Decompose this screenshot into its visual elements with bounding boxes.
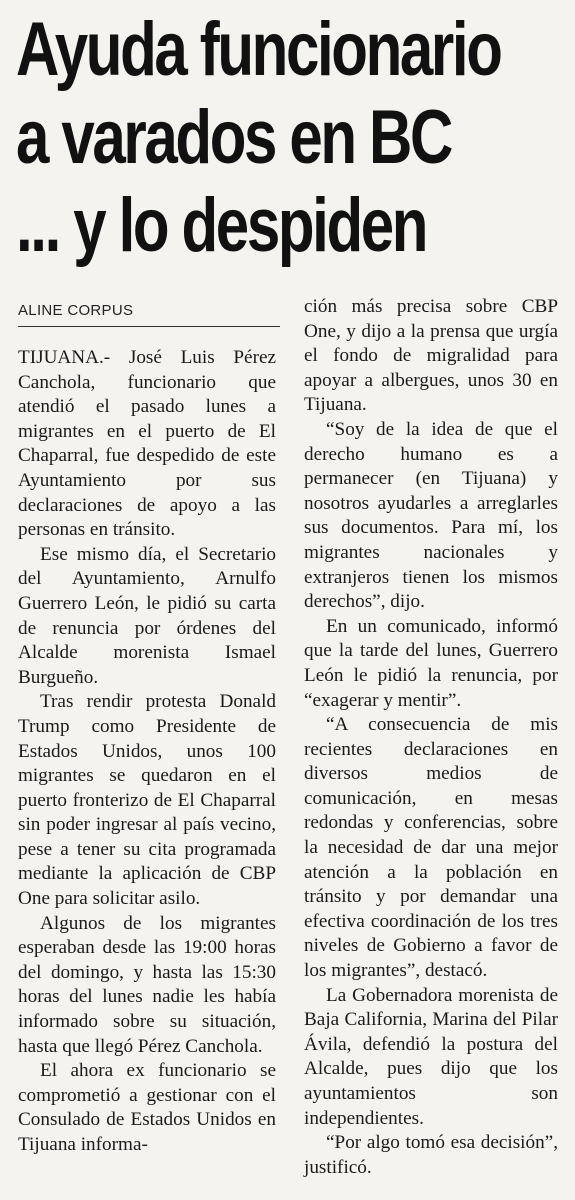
paragraph: “Por algo tomó esa decisión”, justificó. [304, 1132, 558, 1178]
paragraph: ción más precisa sobre CBP One, y dijo a la prensa que urgía el fondo de migralidad para apoyar a albergues, unos 30 en Tijuana. [304, 296, 558, 416]
byline: ALINE CORPUS [18, 302, 134, 319]
headline-line-2: a varados en BC [16, 95, 451, 180]
paragraph: “Soy de la idea de que el derecho humano es a permanecer (en Tijuana) y nosotros ayudarles a arreglarles sus documentos. Para mí, los migrantes nacionales y extranjeros tienen los mismos derechos”, dijo. [304, 418, 558, 613]
headline [16, 6, 566, 270]
paragraph: Algunos de los migrantes esperaban desde las 19:00 horas del domingo, y hasta las 15:30 horas del lunes nadie les había informado sobre su situación, hasta que llegó Pérez Canchola. [18, 912, 276, 1057]
paragraph: Ese mismo día, el Secretario del Ayuntamiento, Arnulfo Guerrero León, le pidió su carta de renuncia por órdenes del Alcalde morenista Ismael Burgueño. [18, 543, 276, 688]
headline-line-3: ... y lo despiden [16, 183, 427, 268]
paragraph: “A consecuencia de mis recientes declaraciones en diversos medios de comunicación, en mesas redondas y conferencias, sobre la necesidad de dar una mejor atención a la población en tránsito y por demandar una efectiva coordinación de los tres niveles de Gobierno a favor de los migrantes”, destacó. [304, 714, 558, 982]
paragraph: TIJUANA.- José Luis Pérez Canchola, funcionario que atendió el pasado lunes a migrantes en el puerto de El Chaparral, fue despedido de este Ayuntamiento por sus declaraciones de apoyo a las personas en tránsito. [18, 347, 276, 541]
byline-rule [18, 326, 280, 327]
article-column-left [18, 346, 276, 1158]
article-column-right [304, 295, 558, 1180]
headline-line-1: Ayuda funcionario [16, 7, 501, 92]
paragraph: La Gobernadora morenista de Baja California, Marina del Pilar Ávila, defendió la postura del Alcalde, pues dijo que los ayuntamientos son independientes. [304, 984, 558, 1129]
paragraph: Tras rendir protesta Donald Trump como Presidente de Estados Unidos, unos 100 migrantes se quedaron en el puerto fronterizo de El Chaparral sin poder ingresar al país vecino, pese a tener su cita programada mediante la aplicación de CBP One para solicitar asilo. [18, 691, 276, 910]
paragraph: El ahora ex funcionario se comprometió a gestionar con el Consulado de Estados Unidos en Tijuana informa- [18, 1060, 276, 1155]
paragraph: En un comunicado, informó que la tarde del lunes, Guerrero León le pidió la renuncia, por “exagerar y mentir”. [304, 615, 558, 711]
byline-block [18, 300, 280, 327]
